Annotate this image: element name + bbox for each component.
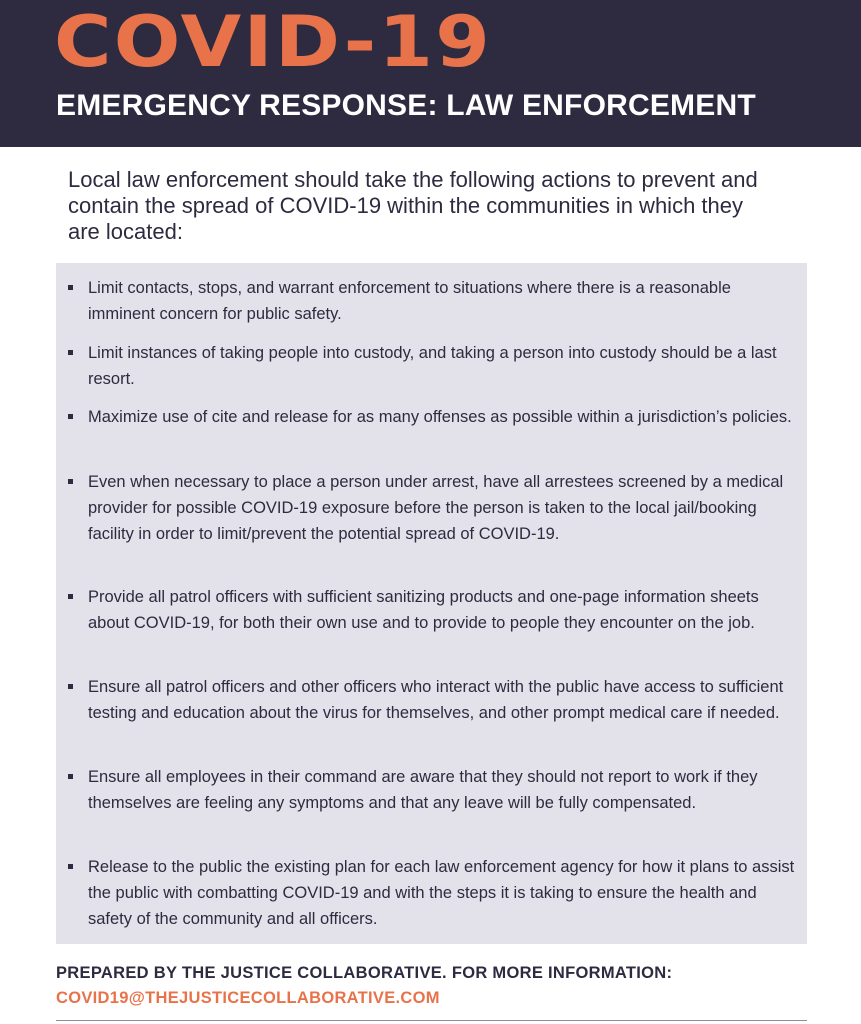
list-item-text: Provide all patrol officers with sufficient sanitizing products and one-page information sheets about COVID-19, for both their own use and to provide to people they encounter on the job.: [88, 588, 759, 632]
footer-divider: [56, 1020, 807, 1021]
bullet-icon: [68, 285, 73, 290]
list-item-text: Even when necessary to place a person under arrest, have all arrestees screened by a medical provider for possible COVID-19 exposure before the person is taken to the local jail/booking facility in order to limit/prevent the potential spread of COVID-19.: [88, 473, 784, 543]
bullet-icon: [68, 594, 73, 599]
bullet-icon: [68, 479, 73, 484]
page-subtitle: EMERGENCY RESPONSE: LAW ENFORCEMENT: [56, 89, 756, 122]
bullet-icon: [68, 864, 73, 869]
bullet-icon: [68, 774, 73, 779]
bullet-icon: [68, 684, 73, 689]
list-item-text: Release to the public the existing plan for each law enforcement agency for how it plans to assist the public with combatting COVID-19 and with the steps it is taking to ensure the health and safety of the community and all officers.: [88, 858, 795, 928]
intro-paragraph: Local law enforcement should take the following actions to prevent and contain the spread of COVID-19 within the communities in which they are located:: [68, 167, 758, 244]
header-banner: [0, 0, 861, 147]
list-item-text: Limit contacts, stops, and warrant enforcement to situations where there is a reasonable imminent concern for public safety.: [88, 279, 731, 323]
footer-email[interactable]: COVID19@THEJUSTICECOLLABORATIVE.COM: [56, 989, 440, 1007]
footer-prepared-by: PREPARED BY THE JUSTICE COLLABORATIVE. FOR MORE INFORMATION:: [56, 964, 673, 982]
bullet-icon: [68, 414, 73, 419]
bullet-icon: [68, 350, 73, 355]
list-item-text: Ensure all employees in their command are aware that they should not report to work if they themselves are feeling any symptoms and that any leave will be fully compensated.: [88, 768, 758, 812]
actions-box: [56, 263, 807, 944]
list-item-text: Limit instances of taking people into custody, and taking a person into custody should be a last resort.: [88, 344, 777, 388]
list-item-text: Ensure all patrol officers and other officers who interact with the public have access to sufficient testing and education about the virus for themselves, and other prompt medical care if needed.: [88, 678, 784, 722]
page-title: COVID-19: [54, 1, 493, 83]
list-item-text: Maximize use of cite and release for as many offenses as possible within a jurisdiction’s policies.: [88, 408, 792, 426]
